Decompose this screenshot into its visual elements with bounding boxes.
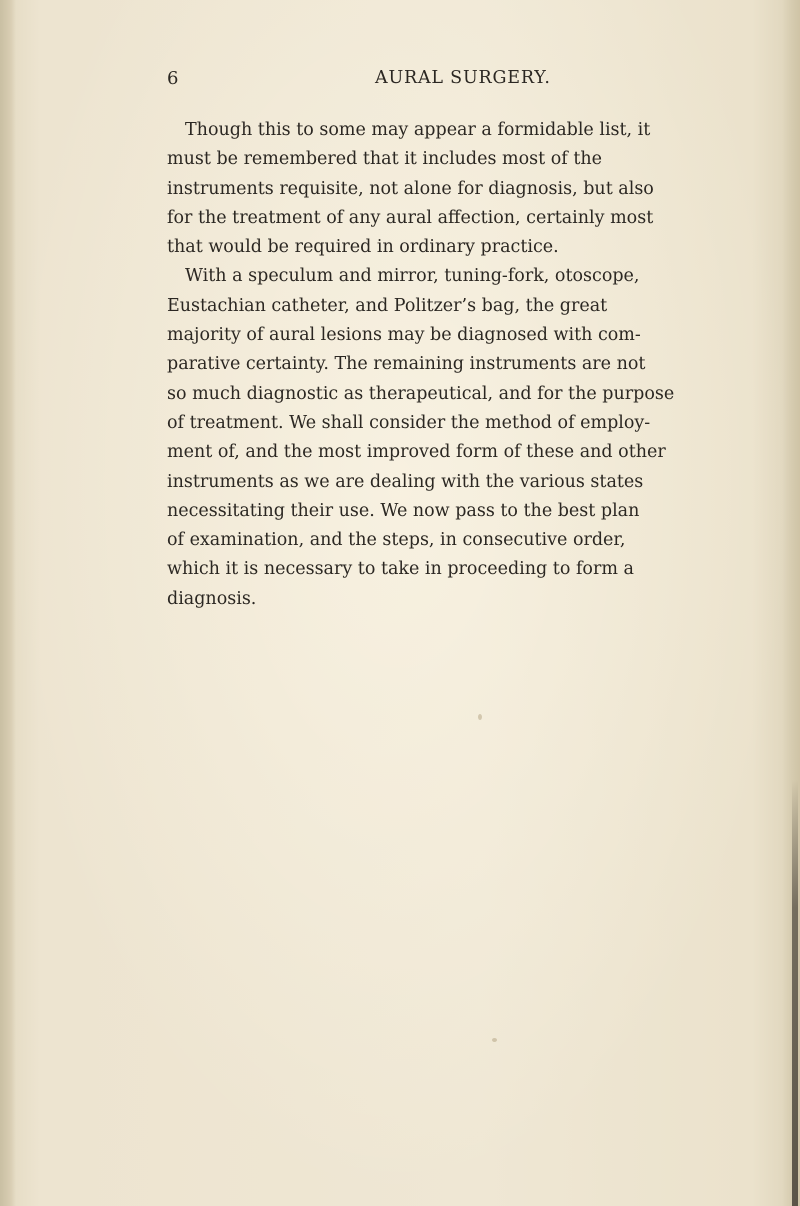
text-line: for the treatment of any aural affection, certainly most (167, 207, 654, 228)
text-line: diagnosis. (167, 588, 257, 609)
text-line: instruments as we are dealing with the various states (167, 471, 644, 492)
text-line: ment of, and the most improved form of these and other (167, 442, 666, 463)
page-left-edge (0, 0, 16, 1206)
paper-speck (478, 714, 482, 720)
text-line: parative certainty. The remaining instruments are not (167, 354, 646, 375)
text-line: which it is necessary to take in proceeding to form a (167, 559, 634, 580)
text-line: that would be required in ordinary practice. (167, 237, 559, 258)
page-edge-shadow (792, 780, 798, 1206)
text-line: must be remembered that it includes most of the (167, 149, 602, 170)
text-line: Eustachian catheter, and Politzer’s bag, the great (167, 295, 608, 316)
text-line: of treatment. We shall consider the method of employ- (167, 412, 651, 433)
text-line: instruments requisite, not alone for diagnosis, but also (167, 178, 654, 199)
text-line: Though this to some may appear a formidable list, it (185, 120, 651, 140)
page-header (167, 68, 585, 94)
running-head: AURAL SURGERY. (375, 68, 551, 88)
text-line: so much diagnostic as therapeutical, and for the purpose (167, 383, 675, 404)
text-line: majority of aural lesions may be diagnosed with com- (167, 325, 641, 346)
text-line: With a speculum and mirror, tuning-fork, otoscope, (185, 266, 640, 287)
page-number: 6 (167, 68, 179, 89)
paper-speck (492, 1038, 497, 1042)
body-paragraphs (167, 116, 675, 614)
text-line: of examination, and the steps, in consecutive order, (167, 530, 626, 551)
text-line: necessitating their use. We now pass to the best plan (167, 500, 640, 521)
